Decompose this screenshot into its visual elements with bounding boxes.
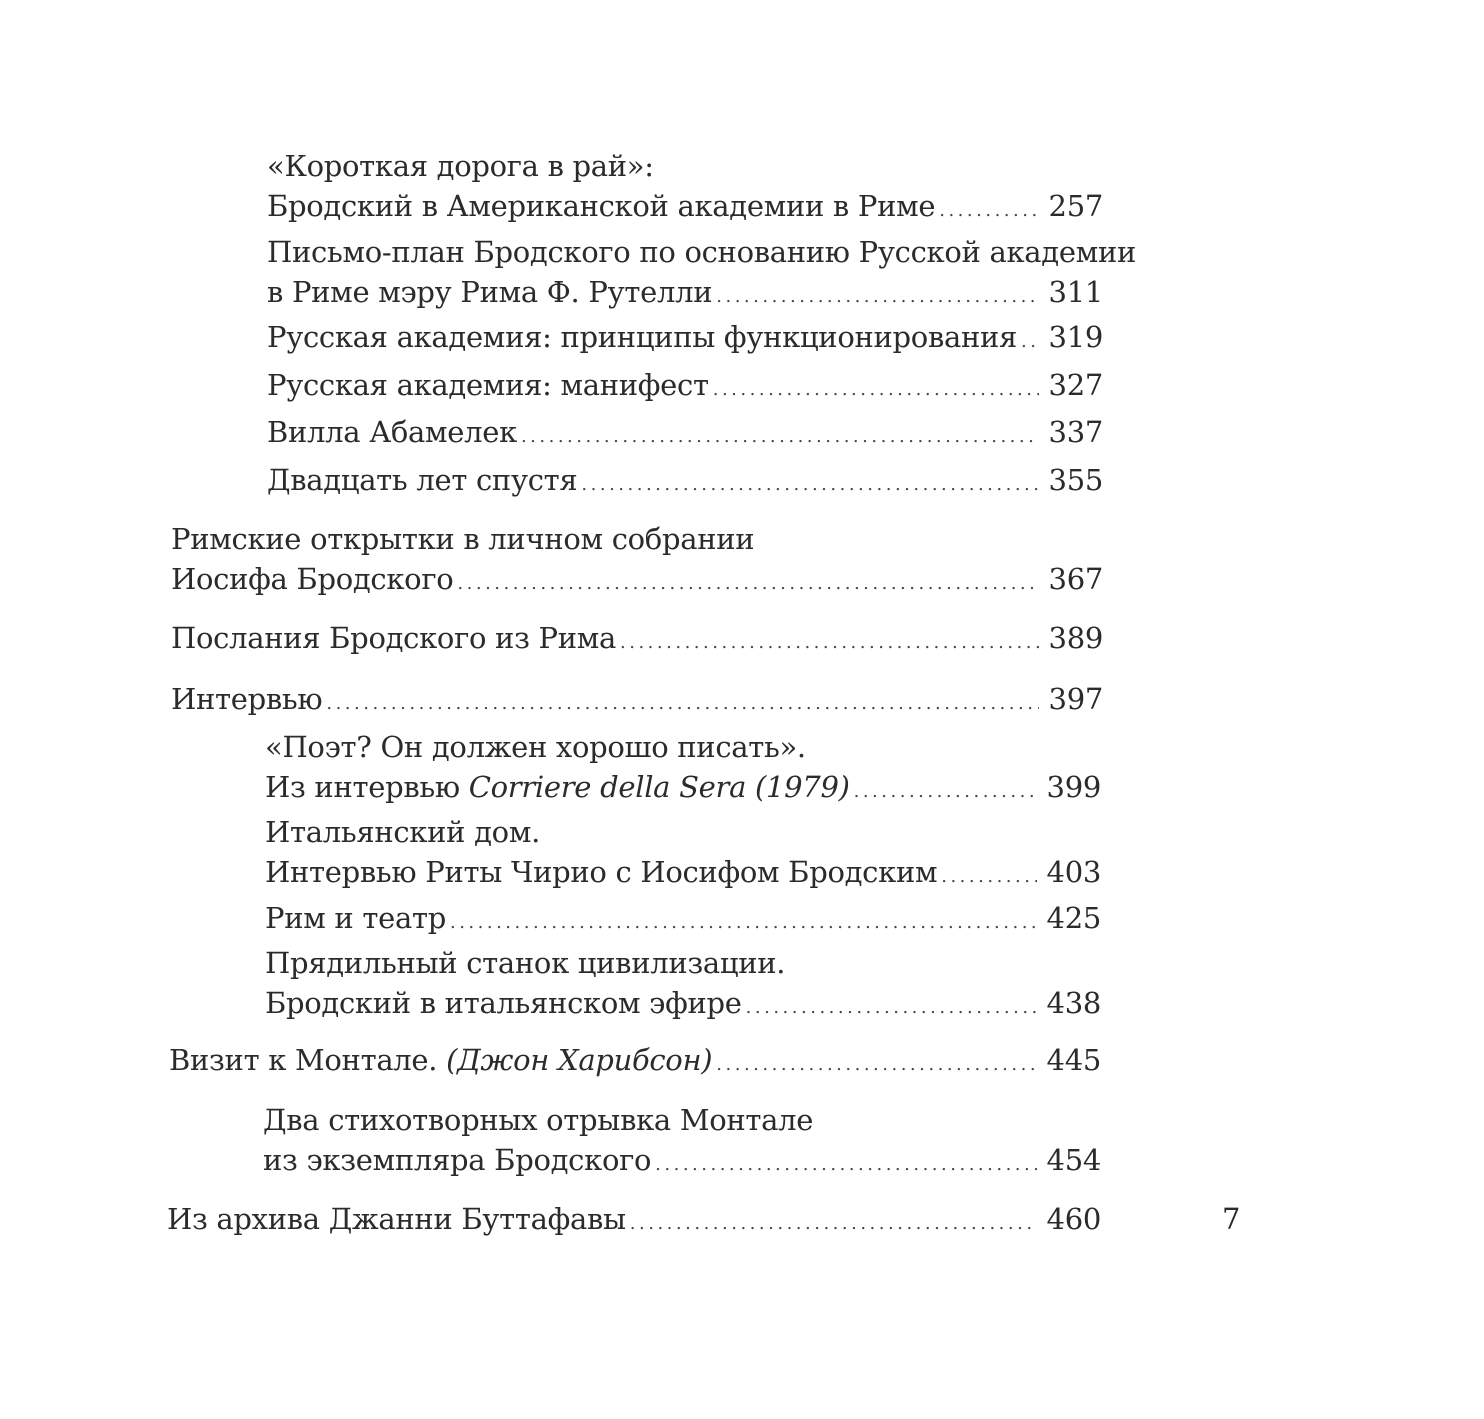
toc-page-number: 327	[1048, 368, 1103, 402]
toc-page-number: 425	[1046, 901, 1101, 935]
toc-entry-leader-line	[171, 618, 1103, 658]
dot-leader	[941, 868, 1036, 886]
toc-entry-leader-line	[267, 412, 1103, 452]
toc-entry-leader-line	[167, 1199, 1101, 1239]
toc-entry-title-prefix: Из интервью	[265, 770, 469, 804]
toc-entry	[267, 232, 1137, 312]
toc-page-number: 438	[1046, 986, 1101, 1020]
toc-entry	[265, 943, 1101, 1023]
toc-entry-leader-line	[171, 679, 1103, 719]
dot-leader	[1021, 333, 1039, 351]
toc-entry-title: из экземпляра Бродского	[263, 1143, 652, 1177]
dot-leader	[713, 381, 1039, 399]
toc-entry	[267, 146, 1103, 226]
toc-entry-title: в Риме мэру Рима Ф. Рутелли	[267, 275, 713, 309]
toc-entry-title: Иосифа Бродского	[171, 562, 454, 596]
dot-leader	[457, 575, 1038, 593]
toc-entry-title: Русская академия: манифест	[267, 368, 709, 402]
toc-page-number: 319	[1048, 320, 1103, 354]
toc-entry	[169, 1040, 1101, 1080]
toc-entry	[167, 1199, 1101, 1239]
toc-entry	[171, 519, 1103, 599]
toc-page-number: 367	[1048, 562, 1103, 596]
toc-entry-line: Прядильный станок цивилизации.	[265, 946, 786, 980]
dot-leader	[854, 783, 1037, 801]
toc-entry-leader-line	[267, 365, 1103, 405]
toc-entry-leader-line	[171, 559, 1103, 599]
toc-page-number: 454	[1046, 1143, 1101, 1177]
toc-entry	[267, 365, 1103, 405]
toc-entry-title: Русская академия: принципы функционирования	[267, 320, 1018, 354]
toc-page-number: 311	[1048, 275, 1103, 309]
toc-entry	[265, 812, 1101, 892]
toc-entry	[171, 618, 1103, 658]
toc-entry-leader-line	[265, 983, 1101, 1023]
toc-entry-leader-line	[267, 460, 1103, 500]
dot-leader	[326, 695, 1038, 713]
page-number: 7	[1222, 1202, 1241, 1236]
toc-entry-title: Бродский в итальянском эфире	[265, 986, 742, 1020]
toc-entry-title: Рим и театр	[265, 901, 446, 935]
toc-entry-leader-line	[265, 898, 1101, 938]
dot-leader	[716, 288, 1038, 306]
toc-entry	[171, 679, 1103, 719]
toc-entry-title: Послания Бродского из Рима	[171, 621, 617, 655]
dot-leader	[450, 914, 1037, 932]
toc-entry	[267, 412, 1103, 452]
toc-entry-leader-line	[263, 1140, 1101, 1180]
dot-leader	[630, 1215, 1037, 1233]
dot-leader	[581, 476, 1038, 494]
toc-page-number: 399	[1046, 770, 1101, 804]
toc-page-number: 397	[1048, 682, 1103, 716]
toc-page-number: 445	[1046, 1043, 1101, 1077]
toc-entry-title: Интервью Риты Чирио с Иосифом Бродским	[265, 855, 938, 889]
toc-entry	[263, 1100, 1101, 1180]
toc-entry-line: Итальянский дом.	[265, 815, 540, 849]
toc-page-number: 460	[1046, 1202, 1101, 1236]
toc-entry-line: «Короткая дорога в рай»:	[267, 149, 654, 183]
toc-entry-title-prefix: Визит к Монтале.	[169, 1043, 447, 1077]
toc-entry-line: «Поэт? Он должен хорошо писать».	[265, 730, 806, 764]
toc-entry-title: Интервью	[171, 682, 323, 716]
toc-entry	[265, 898, 1101, 938]
toc-entry-title-italic: Corriere della Sera (1979)	[468, 770, 850, 804]
toc-entry	[267, 460, 1103, 500]
toc-entry	[265, 727, 1101, 807]
toc-entry-title: Вилла Абамелек	[267, 415, 517, 449]
toc-entry-line: Два стихотворных отрывка Монтале	[263, 1103, 814, 1137]
toc-entry-title	[169, 1040, 712, 1080]
toc-entry-title-italic: (Джон Харибсон)	[446, 1043, 713, 1077]
toc-entry-leader-line	[265, 852, 1101, 892]
dot-leader	[620, 634, 1039, 652]
toc-page-number: 403	[1046, 855, 1101, 889]
toc-entry-title: Двадцать лет спустя	[267, 463, 578, 497]
toc-entry-title	[265, 767, 850, 807]
dot-leader	[655, 1156, 1036, 1174]
toc-entry-leader-line	[267, 272, 1103, 312]
toc-entry-leader-line	[169, 1040, 1101, 1080]
dot-leader	[521, 428, 1039, 446]
toc-entry-title: Бродский в Американской академии в Риме	[267, 189, 936, 223]
toc-entry-title: Из архива Джанни Буттафавы	[167, 1202, 626, 1236]
dot-leader	[746, 999, 1037, 1017]
dot-leader	[716, 1056, 1036, 1074]
toc-entry-leader-line	[267, 317, 1103, 357]
toc-page-number: 355	[1048, 463, 1103, 497]
toc-entry-line: Письмо-план Бродского по основанию Русской академии	[267, 235, 1137, 269]
toc-entry	[267, 317, 1103, 357]
toc-entry-leader-line	[267, 186, 1103, 226]
toc-page-number: 337	[1048, 415, 1103, 449]
toc-entry-line: Римские открытки в личном собрании	[171, 522, 755, 556]
dot-leader	[939, 202, 1038, 220]
toc-entry-leader-line	[265, 767, 1101, 807]
toc-page-number: 257	[1048, 189, 1103, 223]
toc-page-number: 389	[1048, 621, 1103, 655]
